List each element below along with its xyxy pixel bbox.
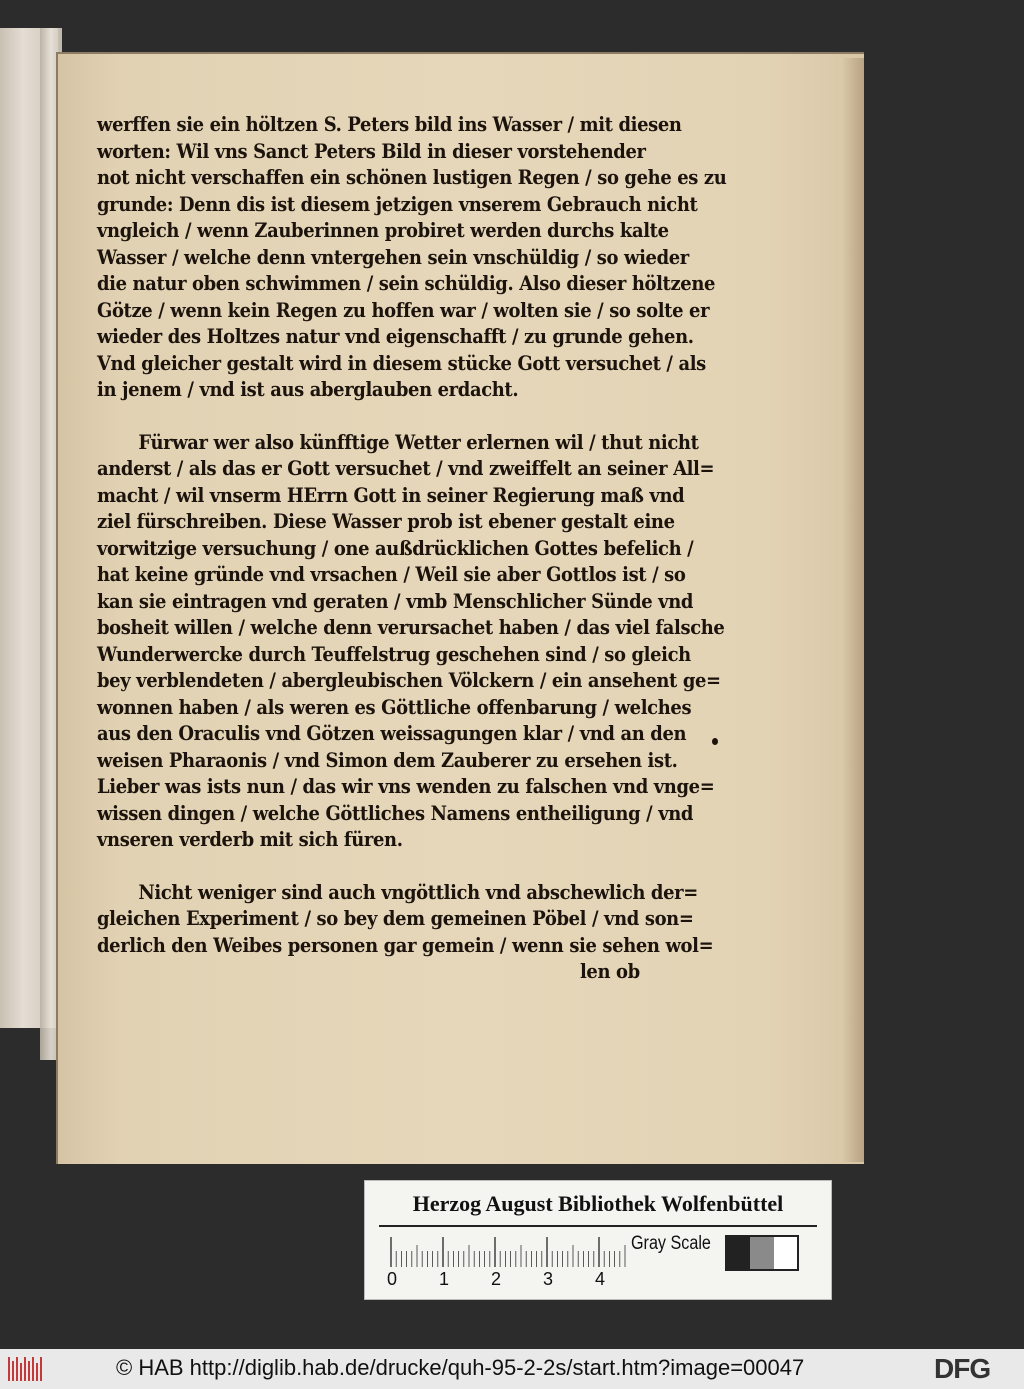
- ruler-numbers: [387, 1269, 647, 1291]
- text-line: gleichen Experiment / so bey dem gemeinen Pöbel / vnd son=: [97, 907, 694, 930]
- page-text: [97, 112, 727, 986]
- ruler-number: 4: [595, 1269, 606, 1289]
- text-line: in jenem / vnd ist aus aberglauben erdacht.: [97, 378, 519, 401]
- text-line: ziel fürschreiben. Diese Wasser prob ist ebener gestalt eine: [97, 510, 675, 533]
- text-line: anderst / als das er Gott versuchet / vnd zweiffelt an seiner All=: [97, 457, 715, 480]
- library-name: Herzog August Bibliothek Wolfenbüttel: [412, 1191, 784, 1216]
- label-divider: [379, 1225, 817, 1227]
- text-line: vorwitzige versuchung / one außdrücklichen Gottes befelich /: [97, 536, 694, 560]
- text-line: vngleich / wenn Zauberinnen probiret werden durchs kalte: [97, 219, 669, 242]
- text-line: die natur oben schwimmen / sein schüldig. Also dieser höltzene: [97, 272, 716, 295]
- swatch-light: [774, 1237, 797, 1269]
- text-line: hat keine gründe vnd vrsachen / Weil sie aber Gottlos ist / so: [97, 563, 686, 586]
- gray-scale-swatch: [725, 1235, 799, 1271]
- ruler-number: 2: [491, 1269, 502, 1289]
- text-line: Nicht weniger sind auch vngöttlich vnd abschewlich der=: [138, 880, 698, 904]
- text-line: Fürwar wer also künfftige Wetter erlernen wil / thut nicht: [138, 430, 699, 454]
- ink-spot: [712, 738, 718, 745]
- page-edge: [842, 58, 864, 1162]
- dfg-logo: DFG: [934, 1353, 991, 1384]
- copyright-url[interactable]: © HAB http://diglib.hab.de/drucke/quh-95-2-2s/start.htm?image=00047: [116, 1355, 805, 1380]
- text-line: Götze / wenn kein Regen zu hoffen war / wolten sie / so solte er: [97, 298, 710, 322]
- text-line: worten: Wil vns Sanct Peters Bild in dieser vorstehender: [97, 139, 646, 163]
- text-line: wissen dingen / welche Göttliches Namens entheiligung / vnd: [97, 801, 694, 825]
- text-line: kan sie eintragen vnd geraten / vmb Menschlicher Sünde vnd: [97, 589, 694, 613]
- text-line: Vnd gleicher gestalt wird in diesem stücke Gott versuchet / als: [97, 351, 706, 375]
- barcode-logo-icon: [6, 1355, 46, 1383]
- ruler-number: 1: [439, 1269, 450, 1289]
- viewer-footer: [0, 1349, 1024, 1389]
- text-line: vnseren verderb mit sich füren.: [97, 828, 403, 851]
- text-line: not nicht verschaffen ein schönen lustigen Regen / so gehe es zu: [97, 166, 727, 189]
- text-line: werffen sie ein höltzen S. Peters bild ins Wasser / mit diesen: [97, 113, 682, 136]
- text-line: Lieber was ists nun / das wir vns wenden zu falschen vnd vnge=: [97, 775, 715, 798]
- text-line: derlich den Weibes personen gar gemein / wenn sie sehen wol=: [97, 933, 714, 957]
- swatch-dark: [727, 1237, 750, 1269]
- ruler-number: 3: [543, 1269, 554, 1289]
- text-line: macht / wil vnserm HErrn Gott in seiner Regierung maß vnd: [97, 483, 685, 507]
- swatch-mid: [750, 1237, 773, 1269]
- text-line: Wunderwercke durch Teuffelstrug geschehen sind / so gleich: [97, 642, 691, 666]
- text-line: weisen Pharaonis / vnd Simon dem Zauberer zu ersehen ist.: [97, 748, 678, 772]
- text-line: Wasser / welche denn vntergehen sein vnschüldig / so wieder: [97, 245, 689, 269]
- ruler-number: 0: [387, 1269, 398, 1289]
- catchword: len ob: [579, 960, 640, 983]
- ruler-scale-icon: [383, 1235, 633, 1269]
- text-line: bosheit willen / welche denn verursachet haben / das viel falsche: [97, 616, 725, 639]
- text-line: aus den Oraculis vnd Götzen weissagungen klar / vnd an den: [97, 722, 687, 745]
- text-line: wieder des Holtzes natur vnd eigenschafft / zu grunde gehen.: [97, 325, 694, 348]
- text-line: grunde: Denn dis ist diesem jetzigen vnserem Gebrauch nicht: [97, 192, 698, 216]
- text-line: bey verblendeten / abergleubischen Völckern / ein ansehent ge=: [97, 669, 721, 692]
- gray-scale-label: Gray Scale: [631, 1233, 711, 1254]
- text-line: wonnen haben / als weren es Göttliche offenbarung / welches: [97, 695, 692, 719]
- library-color-label: [364, 1180, 832, 1300]
